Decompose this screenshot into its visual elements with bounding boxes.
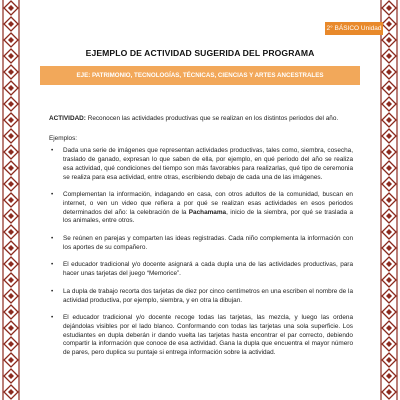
grade-unit-tag: 2° BÁSICO Unidad 4: [325, 22, 383, 35]
list-item: [49, 314, 353, 358]
emphasis-text: Pachamama: [188, 208, 227, 216]
decorative-border-left: [0, 0, 22, 400]
item-text: , inicio de la siembra, por qué se traslada a los animales, entre otros.: [63, 208, 354, 225]
item-text: Dada una serie de imágenes que representan actividades productivas, tales como, siembra, cosecha, traslado de ganado, expresan lo que saben de ella, por ejemplo, en qué periodo del año se realiza esa actividad, qué condiciones del tiempo son más favorables para realizarlas, qué tipo de ceremonia se realiza para esa actividad, entre otras, escribiendo debajo de cada una de las imágenes.: [63, 147, 353, 181]
activity-label: ACTIVIDAD:: [49, 115, 86, 122]
page-title: EJEMPLO DE ACTIVIDAD SUGERIDA DEL PROGRAMA: [85, 48, 315, 58]
list-item: [49, 261, 353, 278]
list-item: [49, 147, 353, 182]
bullet-icon: •: [51, 314, 54, 322]
bullet-icon: •: [51, 191, 54, 199]
item-text: Complementan la información, indagando en casa, con otros adultos de la comunidad, buscan en internet, o ven un video que refiera a por qué se realizan esas actividades en esos periodos determinados del año: la celebración de la: [63, 191, 353, 216]
item-text: El educador tradicional y/o docente recoge todas las tarjetas, las mezcla, y luego las ordena dejándolas visibles por el lado blanco. Conformando con todas las tarjetas una sola superficie. Los estudiantes en dupla deberán ir dando vuelta las tarjetas hasta encontrar el par correcto, debiendo compartir la información que conoce de esa actividad. Gana la dupla que encuentra el mayor número de pares, pero duplica su puntaje si entrega información sobre la actividad.: [63, 314, 353, 357]
examples-label: Ejemplos:: [49, 134, 78, 142]
item-text: El educador tradicional y/o docente asignará a cada dupla una de las actividades productivas, para hacer unas tarjetas del juego “Memorice”.: [63, 261, 353, 278]
bullet-icon: •: [51, 287, 54, 295]
bullet-icon: •: [51, 235, 54, 243]
item-text: Se reúnen en parejas y comparten las ideas registradas. Cada niño complementa la información con los aportes de su compañero.: [63, 235, 353, 251]
andean-pattern-right: [378, 0, 400, 400]
bullet-icon: •: [51, 147, 54, 155]
list-item: [49, 288, 353, 305]
list-item: [49, 191, 353, 226]
activity-content: [49, 115, 353, 367]
bullet-icon: •: [51, 261, 54, 269]
andean-pattern-left: [0, 0, 22, 400]
examples-list: [49, 147, 353, 357]
decorative-border-right: [378, 0, 400, 400]
list-item: [49, 235, 353, 252]
activity-statement: [49, 115, 353, 124]
axis-banner: EJE: PATRIMONIO, TECNOLOGÍAS, TÉCNICAS, CIENCIAS Y ARTES ANCESTRALES: [40, 66, 360, 85]
item-text: La dupla de trabajo recorta dos tarjetas de diez por cinco centímetros en una escriben el nombre de la actividad productiva, por ejemplo, siembra, y en otra la dibujan.: [63, 287, 353, 304]
activity-text: Reconocen las actividades productivas que se realizan en los distintos periodos del año.: [85, 115, 339, 122]
